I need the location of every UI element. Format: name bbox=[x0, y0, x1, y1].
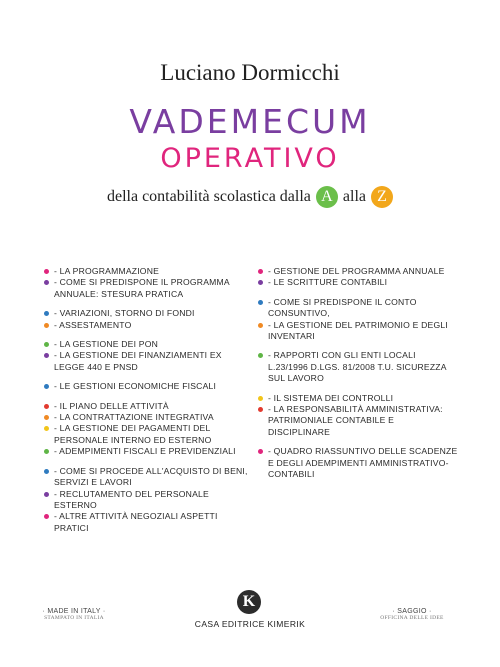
topic-item bbox=[44, 489, 254, 512]
topic-item bbox=[44, 308, 254, 319]
bullet-dot-icon bbox=[258, 396, 263, 401]
topics-right-column bbox=[258, 266, 458, 489]
topic-item bbox=[44, 277, 254, 300]
topic-item bbox=[44, 401, 254, 412]
saggio-badge bbox=[372, 608, 452, 621]
topic-item bbox=[44, 412, 254, 423]
topic-group bbox=[258, 350, 458, 384]
topic-item bbox=[44, 446, 254, 457]
topic-item bbox=[44, 266, 254, 277]
bullet-dot-icon bbox=[44, 280, 49, 285]
topic-text: - VARIAZIONI, STORNO DI FONDI bbox=[54, 308, 195, 319]
subtitle-text-start: della contabilità scolastica dalla bbox=[106, 188, 311, 205]
bullet-dot-icon bbox=[44, 353, 49, 358]
topic-group bbox=[258, 446, 458, 480]
author-name: Luciano Dormicchi bbox=[160, 60, 340, 85]
topic-item bbox=[258, 297, 458, 320]
topic-item bbox=[44, 466, 254, 489]
topic-text: - RECLUTAMENTO DEL PERSONALE ESTERNO bbox=[54, 488, 209, 510]
topic-text: - LA GESTIONE DEI PON bbox=[54, 339, 159, 350]
made-in-italy-subtext: STAMPATO IN ITALIA bbox=[44, 615, 104, 621]
topic-item bbox=[44, 381, 254, 392]
topic-text: - ADEMPIMENTI FISCALI E PREVIDENZIALI bbox=[54, 446, 236, 457]
bullet-dot-icon bbox=[258, 269, 263, 274]
topic-item bbox=[258, 266, 458, 277]
topic-item bbox=[258, 350, 458, 384]
bullet-dot-icon bbox=[44, 323, 49, 328]
bullet-dot-icon bbox=[44, 426, 49, 431]
subtitle-text-mid: alla bbox=[342, 188, 366, 205]
topic-text: - GESTIONE DEL PROGRAMMA ANNUALE bbox=[268, 266, 445, 276]
topic-group bbox=[44, 466, 254, 534]
topic-text: - LA CONTRATTAZIONE INTEGRATIVA bbox=[54, 412, 214, 423]
topic-text: - LE SCRITTURE CONTABILI bbox=[268, 277, 388, 288]
topic-text: - ALTRE ATTIVITÀ NEGOZIALI ASPETTI PRATICI bbox=[54, 511, 218, 533]
bullet-dot-icon bbox=[258, 353, 263, 358]
topic-item bbox=[258, 446, 458, 480]
topic-item bbox=[258, 393, 458, 404]
topic-group bbox=[44, 381, 254, 392]
topic-text: - QUADRO RIASSUNTIVO DELLE SCADENZE E DEGLI ADEMPIMENTI AMMINISTRATIVO-CONTABILI bbox=[268, 446, 458, 480]
bullet-dot-icon bbox=[258, 280, 263, 285]
topic-text: - IL PIANO DELLE ATTIVITÀ bbox=[54, 400, 169, 411]
topic-text: - LE GESTIONI ECONOMICHE FISCALI bbox=[54, 381, 217, 392]
bullet-dot-icon bbox=[44, 449, 49, 454]
letter-z-circle: Z bbox=[371, 186, 393, 208]
publisher-name: CASA EDITRICE KIMERIK bbox=[194, 619, 306, 629]
topic-text: - RAPPORTI CON GLI ENTI LOCALI L.23/1996 D.LGS. 81/2008 T.U. SICUREZZA SUL LAVORO bbox=[268, 350, 447, 384]
topic-item bbox=[258, 320, 458, 343]
topic-item bbox=[44, 350, 254, 373]
topic-item bbox=[44, 339, 254, 350]
topic-text: - LA GESTIONE DEI PAGAMENTI DEL PERSONALE INTERNO ED ESTERNO bbox=[54, 423, 212, 445]
title-line-2: OPERATIVO bbox=[160, 143, 340, 174]
topic-group bbox=[258, 297, 458, 343]
bullet-dot-icon bbox=[258, 323, 263, 328]
bullet-dot-icon bbox=[258, 449, 263, 454]
bullet-dot-icon bbox=[44, 514, 49, 519]
bullet-dot-icon bbox=[44, 492, 49, 497]
topic-group bbox=[258, 393, 458, 439]
topic-text: - LA GESTIONE DEL PATRIMONIO E DEGLI INVENTARI bbox=[268, 319, 448, 342]
saggio-subtext: OFFICINA DELLE IDEE bbox=[380, 615, 444, 621]
topic-text: - LA PROGRAMMAZIONE bbox=[54, 266, 160, 276]
topics-left-column bbox=[44, 266, 254, 542]
topic-item bbox=[44, 423, 254, 446]
topic-group bbox=[258, 266, 458, 289]
topic-text: - LA RESPONSABILITÀ AMMINISTRATIVA: PATRIMONIALE CONTABILE E DISCIPLINARE bbox=[268, 404, 443, 437]
topic-item bbox=[258, 277, 458, 288]
topic-text: - COME SI PREDISPONE IL CONTO CONSUNTIVO, bbox=[268, 296, 417, 319]
title-line-1: VADEMECUM bbox=[129, 102, 371, 141]
bullet-dot-icon bbox=[44, 269, 49, 274]
publisher-logo: K bbox=[237, 590, 261, 614]
bullet-dot-icon bbox=[44, 469, 49, 474]
topic-text: - LA GESTIONE DEI FINANZIAMENTI EX LEGGE 440 E PNSD bbox=[54, 350, 222, 372]
topic-text: - IL SISTEMA DEI CONTROLLI bbox=[268, 392, 394, 403]
topic-group bbox=[44, 266, 254, 300]
bullet-dot-icon bbox=[258, 407, 263, 412]
letter-a-circle: A bbox=[316, 186, 338, 208]
topic-group bbox=[44, 339, 254, 373]
saggio-text: · SAGGIO · bbox=[392, 608, 432, 615]
topic-item bbox=[44, 511, 254, 534]
topic-text: - COME SI PREDISPONE IL PROGRAMMA ANNUALE: STESURA PRATICA bbox=[54, 277, 230, 299]
bullet-dot-icon bbox=[44, 404, 49, 409]
bullet-dot-icon bbox=[44, 384, 49, 389]
topic-text: - COME SI PROCEDE ALL'ACQUISTO DI BENI, SERVIZI E LAVORI bbox=[54, 465, 248, 488]
made-in-italy-text: · MADE IN ITALY · bbox=[42, 608, 106, 615]
topic-group bbox=[44, 308, 254, 331]
topic-item bbox=[44, 320, 254, 331]
topic-group bbox=[44, 401, 254, 458]
bullet-dot-icon bbox=[44, 311, 49, 316]
subtitle bbox=[0, 186, 500, 208]
topic-item bbox=[258, 404, 458, 438]
bullet-dot-icon bbox=[44, 342, 49, 347]
bullet-dot-icon bbox=[44, 415, 49, 420]
bullet-dot-icon bbox=[258, 300, 263, 305]
topic-text: - ASSESTAMENTO bbox=[54, 319, 132, 330]
